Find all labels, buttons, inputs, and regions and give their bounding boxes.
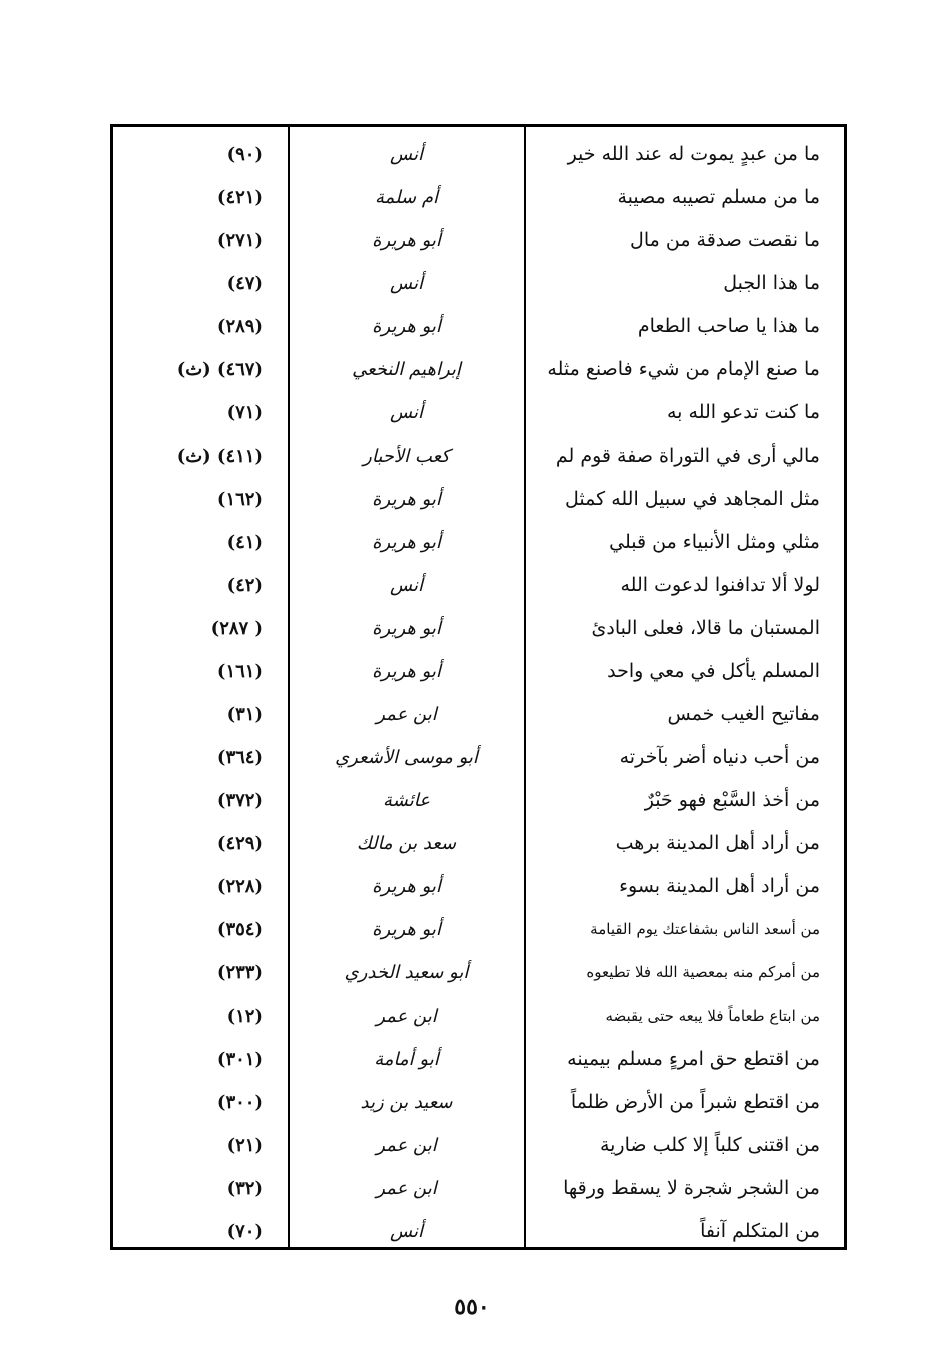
hadith-number: (٣٧٢): [216, 790, 263, 812]
hadith-text: لولا ألا تدافنوا لدعوت الله: [620, 573, 820, 596]
hadith-number: (٢٧١): [216, 230, 263, 252]
table-row: [113, 1038, 844, 1081]
narrator-name: سعيد بن زيد: [360, 1091, 453, 1113]
hadith-text: ما كنت تدعو الله به: [667, 401, 820, 424]
narrator-name: أبو هريرة: [372, 531, 441, 553]
narrator-name: أبو هريرة: [372, 919, 441, 941]
page-number: ٥٥٠: [454, 1294, 490, 1320]
narrator-name: ابن عمر: [376, 1005, 437, 1027]
hadith-number: (١٦٢): [216, 488, 263, 510]
hadith-number: (٣٠١): [216, 1048, 263, 1070]
hadith-text: من الشجر شجرة لا يسقط ورقها: [563, 1176, 820, 1199]
table-row: [113, 1210, 844, 1253]
hadith-text: من ابتاع طعاماً فلا يبعه حتى يقبضه: [605, 1006, 820, 1025]
narrator-name: أبو هريرة: [372, 617, 441, 639]
hadith-number: (٢٢٨): [216, 876, 263, 898]
table-row: [113, 951, 844, 994]
narrator-name: أبو هريرة: [372, 660, 441, 682]
hadith-number: (٣١): [226, 704, 263, 726]
table-row: [113, 1124, 844, 1167]
hadith-text: ما هذا الجبل: [723, 272, 820, 295]
table-row: [113, 995, 844, 1038]
hadith-text: من أخذ السَّبْع فهو حَبْرٌ: [644, 789, 820, 812]
hadith-text: من أسعد الناس بشفاعتك يوم القيامة: [590, 920, 820, 939]
hadith-number: ( ٢٨٧): [210, 617, 263, 639]
narrator-name: أنس: [390, 402, 423, 424]
hadith-number: (٤٧): [226, 273, 263, 295]
narrator-name: أبو هريرة: [372, 316, 441, 338]
table-row: [113, 133, 844, 176]
hadith-text: مثلي ومثل الأنبياء من قبلي: [609, 530, 820, 553]
narrator-name: أنس: [390, 1220, 423, 1242]
table-row: [113, 908, 844, 951]
hadith-number: (٢٨٩): [216, 316, 263, 338]
hadith-number: (٤١): [226, 531, 263, 553]
hadith-number: (٩٠): [226, 144, 263, 165]
narrator-name: أنس: [390, 574, 423, 596]
table-rows: [113, 133, 844, 1253]
hadith-number: (١٢): [226, 1005, 263, 1027]
hadith-text: من اقتنى كلباً إلا كلب ضارية: [599, 1133, 820, 1156]
table-row: [113, 219, 844, 262]
hadith-index-table: [110, 124, 847, 1250]
hadith-text: من المتكلم آنفاً: [700, 1219, 820, 1242]
table-row: [113, 478, 844, 521]
narrator-name: أنس: [390, 273, 423, 295]
hadith-text: مالي أرى في التوراة صفة قوم لم: [555, 444, 820, 467]
narrator-name: إبراهيم النخعي: [352, 359, 461, 381]
hadith-number: (٢١): [226, 1134, 263, 1156]
narrator-name: أم سلمة: [375, 187, 438, 209]
hadith-number: (٧١): [226, 402, 263, 424]
hadith-number: (٣٢): [226, 1177, 263, 1199]
table-row: [113, 1167, 844, 1210]
hadith-number: (٤٢٩): [216, 833, 263, 855]
narrator-name: أبو موسى الأشعري: [335, 747, 478, 769]
table-row: [113, 650, 844, 693]
hadith-text: من أحب دنياه أضر بآخرته: [619, 746, 820, 769]
hadith-number: (٢٣٣): [216, 962, 263, 984]
table-row: [113, 176, 844, 219]
hadith-text: من اقتطع شبراً من الأرض ظلماً: [570, 1090, 820, 1113]
hadith-text: المستبان ما قالا، فعلى البادئ: [591, 616, 820, 639]
table-row: [113, 607, 844, 650]
table-row: [113, 305, 844, 348]
hadith-number: (٣٥٤): [216, 919, 263, 941]
hadith-text: ما هذا يا صاحب الطعام: [637, 315, 820, 338]
table-row: [113, 435, 844, 478]
narrator-name: سعد بن مالك: [356, 833, 457, 855]
narrator-name: أبو هريرة: [372, 876, 441, 898]
table-row: [113, 348, 844, 391]
hadith-text: المسلم يأكل في معي واحد: [607, 659, 820, 682]
hadith-text: ما صنع الإمام من شيء فاصنع مثله: [547, 358, 820, 381]
hadith-number: (٤٦٧) (ث): [176, 359, 263, 381]
hadith-text: من أراد أهل المدينة برهب: [615, 832, 820, 855]
table-row: [113, 865, 844, 908]
narrator-name: ابن عمر: [376, 704, 437, 726]
hadith-number: (٣٠٠): [216, 1091, 263, 1113]
narrator-name: أبو هريرة: [372, 488, 441, 510]
narrator-name: عائشة: [383, 790, 430, 812]
narrator-name: أنس: [390, 144, 423, 165]
hadith-text: مثل المجاهد في سبيل الله كمثل: [565, 487, 820, 510]
hadith-text: مفاتيح الغيب خمس: [667, 703, 820, 726]
narrator-name: أبو هريرة: [372, 230, 441, 252]
narrator-name: أبو أمامة: [374, 1048, 439, 1070]
hadith-text: ما من مسلم تصيبه مصيبة: [617, 186, 820, 209]
hadith-number: (٤٢١): [216, 187, 263, 209]
table-row: [113, 391, 844, 434]
table-row: [113, 1081, 844, 1124]
hadith-number: (١٦١): [216, 660, 263, 682]
table-row: [113, 521, 844, 564]
table-row: [113, 564, 844, 607]
hadith-text: ما من عبدٍ يموت له عند الله خير: [567, 143, 820, 165]
hadith-text: من اقتطع حق امرءٍ مسلم بيمينه: [567, 1047, 820, 1070]
table-row: [113, 736, 844, 779]
narrator-name: كعب الأحبار: [363, 445, 450, 467]
narrator-name: أبو سعيد الخدري: [344, 962, 469, 984]
table-row: [113, 822, 844, 865]
narrator-name: ابن عمر: [376, 1177, 437, 1199]
hadith-text: من أمركم منه بمعصية الله فلا تطيعوه: [586, 963, 820, 982]
hadith-text: ما نقصت صدقة من مال: [630, 229, 820, 252]
hadith-number: (٤٢): [226, 574, 263, 596]
hadith-number: (٧٠): [226, 1220, 263, 1242]
narrator-name: ابن عمر: [376, 1134, 437, 1156]
table-row: [113, 779, 844, 822]
hadith-number: (٣٦٤): [216, 747, 263, 769]
hadith-text: من أراد أهل المدينة بسوء: [619, 875, 820, 898]
table-row: [113, 262, 844, 305]
hadith-number: (٤١١) (ث): [176, 445, 263, 467]
table-row: [113, 693, 844, 736]
